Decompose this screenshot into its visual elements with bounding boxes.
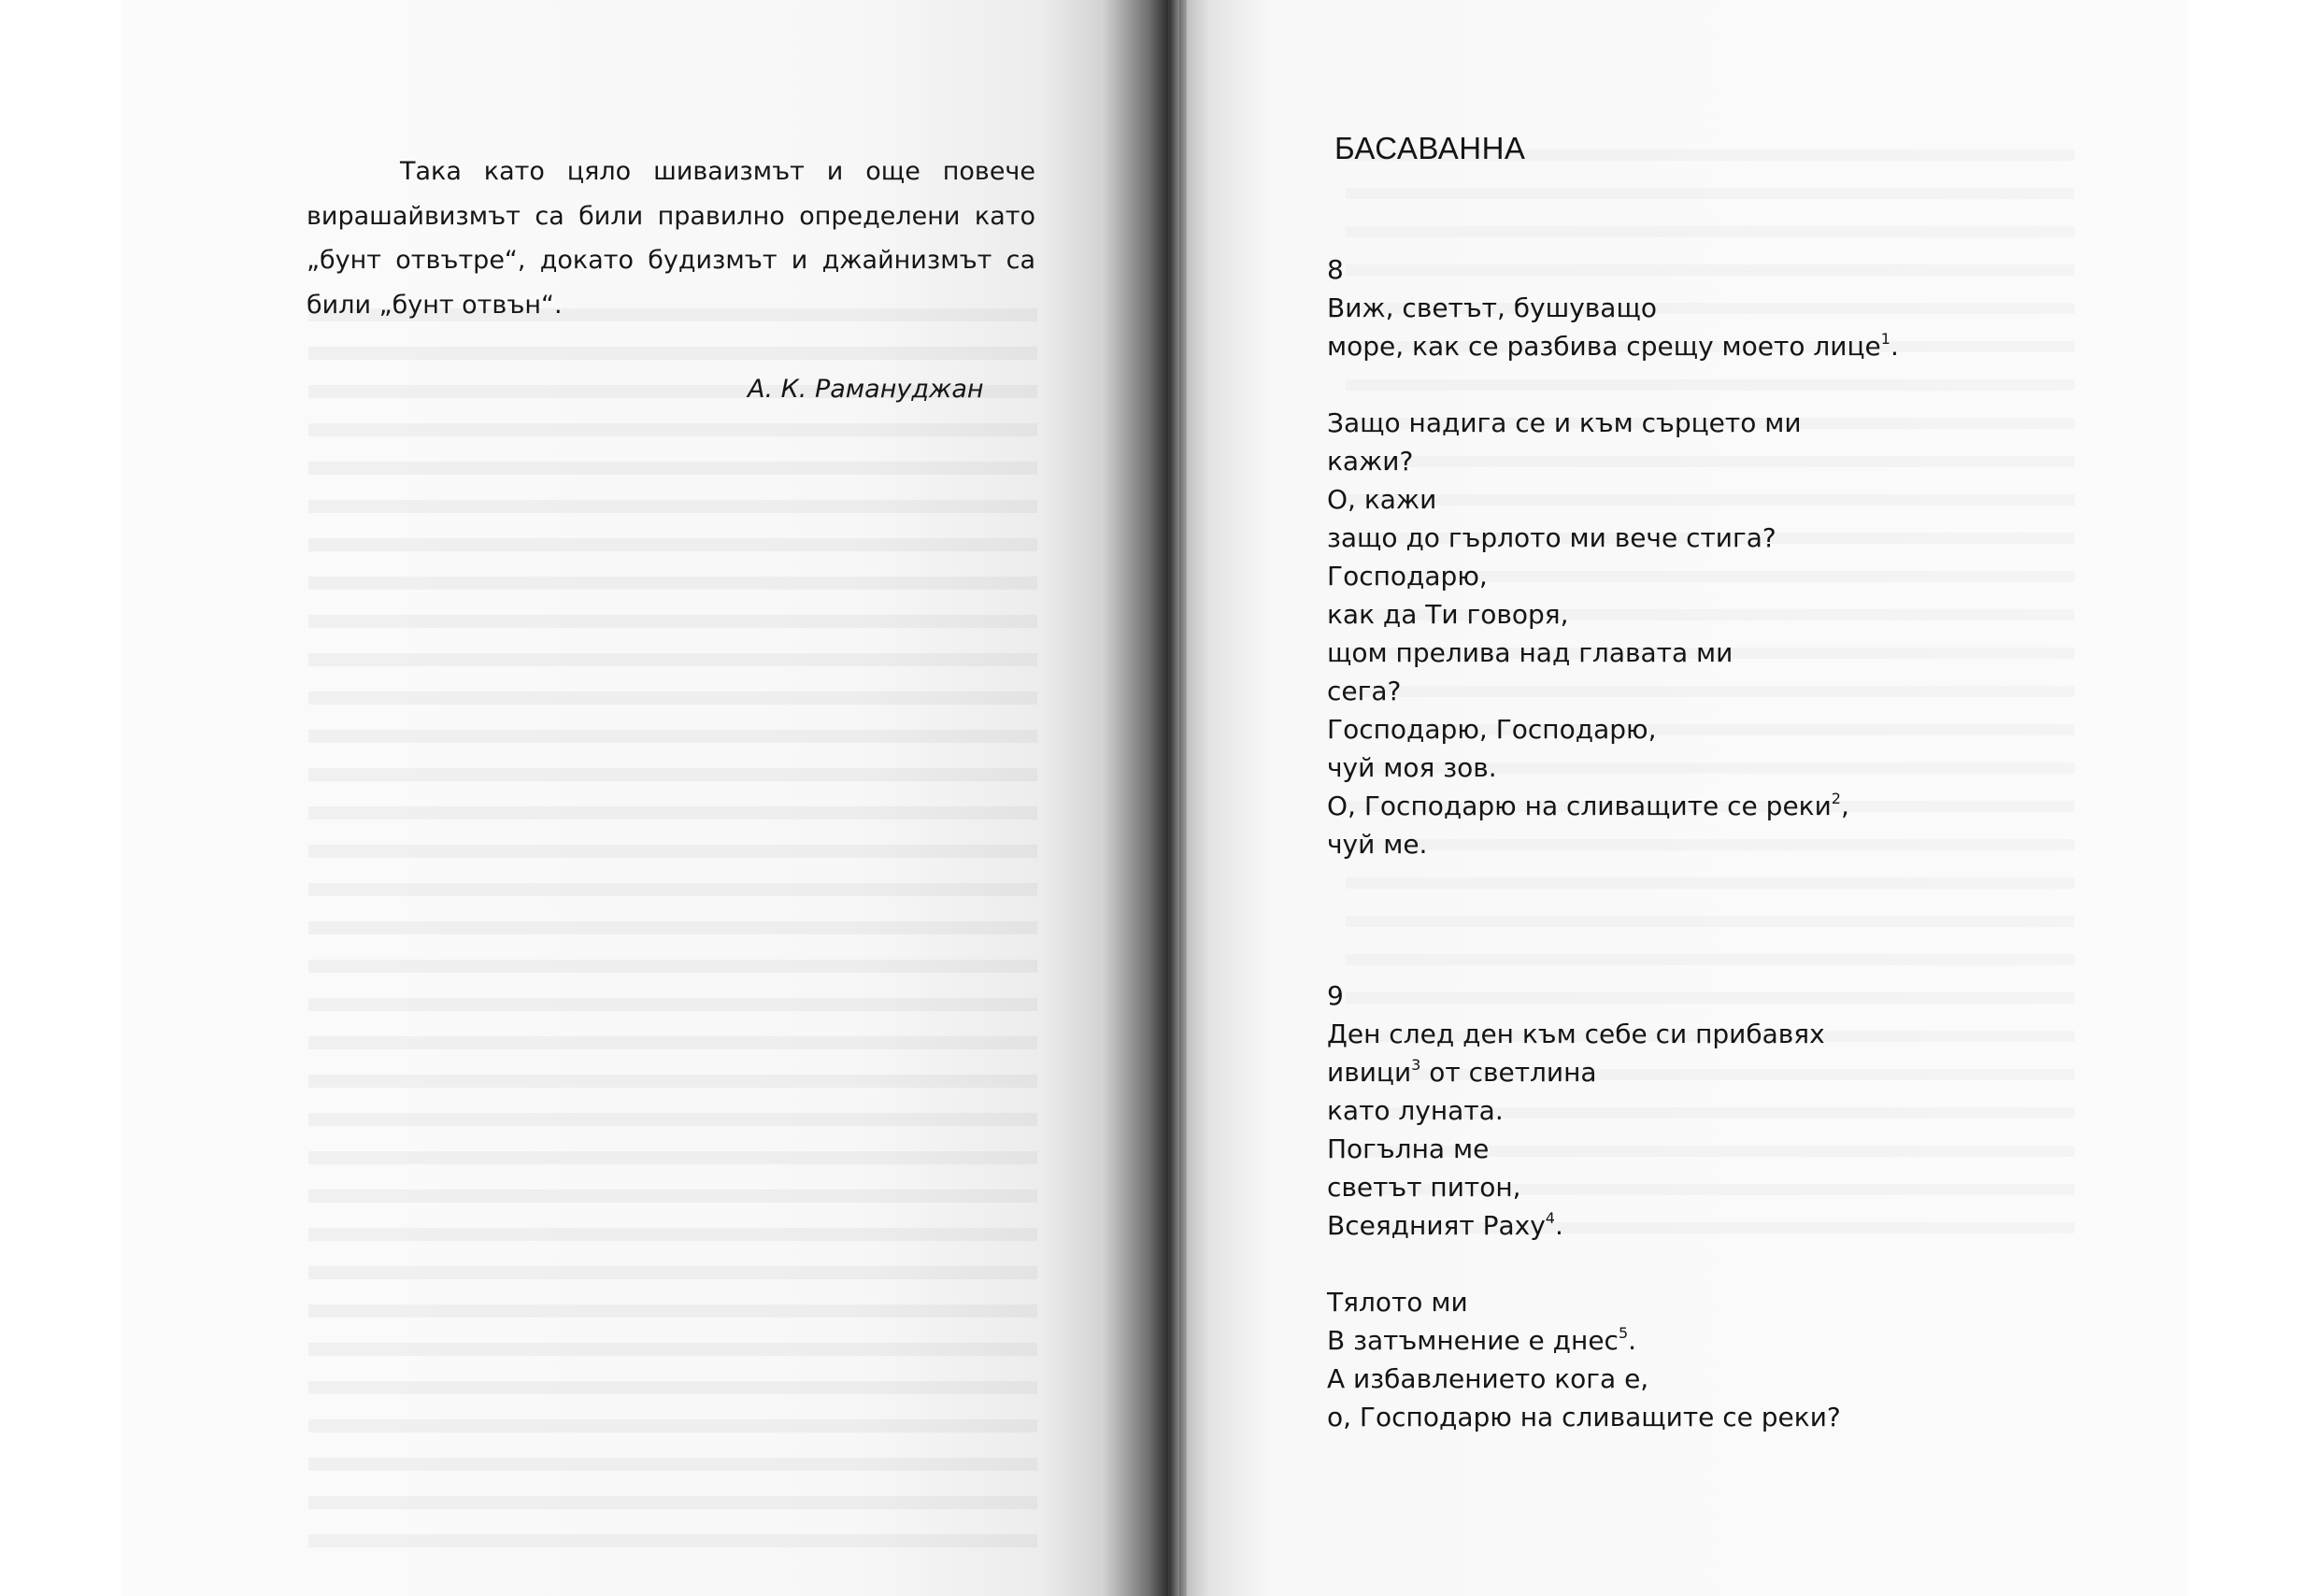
verse-line: А избавлението кога е, <box>1327 1363 1649 1394</box>
verse-line: О, Господарю на сливащите се реки$^2$, <box>1327 790 1849 821</box>
verse-line: чуй ме. <box>1327 829 1428 860</box>
verse-line: Тялото ми <box>1327 1287 1468 1318</box>
verse-line: щом прелива над главата ми <box>1327 637 1733 668</box>
verse-line: като луната. <box>1327 1095 1504 1126</box>
verse-line: как да Ти говоря, <box>1327 599 1569 630</box>
footnote-marker: 5 <box>1618 1324 1629 1342</box>
verse-9 <box>1327 976 1841 1475</box>
verse-line: Всеядният Раху$^4$. <box>1327 1209 1563 1241</box>
verse-line: ивици$^3$ от светлина <box>1327 1056 1597 1088</box>
verse-line: чуй моя зов. <box>1327 752 1497 783</box>
verse-line: Защо надига се и към сърцето ми <box>1327 407 1802 438</box>
stanza <box>1327 1283 1841 1436</box>
book-gutter-shadow <box>1103 0 1187 1596</box>
verse-line: В затъмнение е днес$^5$. <box>1327 1324 1637 1356</box>
verse-line: море, как се разбива срещу моето лице$^1$. <box>1327 330 1899 362</box>
verse-line: кажи? <box>1327 446 1414 477</box>
verse-line: Господарю, Господарю, <box>1327 714 1657 745</box>
verse-line: Виж, светът, бушуващо <box>1327 292 1657 323</box>
verse-number: 8 <box>1327 254 1344 285</box>
footnote-marker: 4 <box>1545 1209 1555 1227</box>
verse-line: Господарю, <box>1327 561 1488 591</box>
verse-line: защо до гърлото ми вече стига? <box>1327 522 1776 553</box>
verse-line: о, Господарю на сливащите се реки? <box>1327 1402 1841 1432</box>
page-title: БАСАВАННА <box>1334 131 1526 165</box>
verse-line: светът питон, <box>1327 1172 1521 1203</box>
stanza <box>1327 404 1899 863</box>
verse-line: О, кажи <box>1327 484 1437 515</box>
epigraph-attribution: А. К. Рамануджан <box>748 375 984 404</box>
footnote-marker: 3 <box>1411 1056 1421 1074</box>
footnote-marker: 1 <box>1880 330 1890 348</box>
verse-8 <box>1327 250 1899 902</box>
verse-number: 9 <box>1327 980 1344 1011</box>
epigraph-quote <box>307 150 1035 327</box>
footnote-marker: 2 <box>1831 790 1841 807</box>
stanza <box>1327 1015 1841 1245</box>
verse-line: Ден след ден към себе си прибавях <box>1327 1019 1825 1049</box>
stanza <box>1327 289 1899 365</box>
epigraph-text: Така като цяло шиваизмът и още повече вирашайвизмът са били правилно определени като „бунт отвътре“, докато будизмът и джайнизмът са били „бунт отвън“. <box>307 157 1035 320</box>
verse-line: Погълна ме <box>1327 1133 1490 1164</box>
verse-line: сега? <box>1327 676 1402 706</box>
